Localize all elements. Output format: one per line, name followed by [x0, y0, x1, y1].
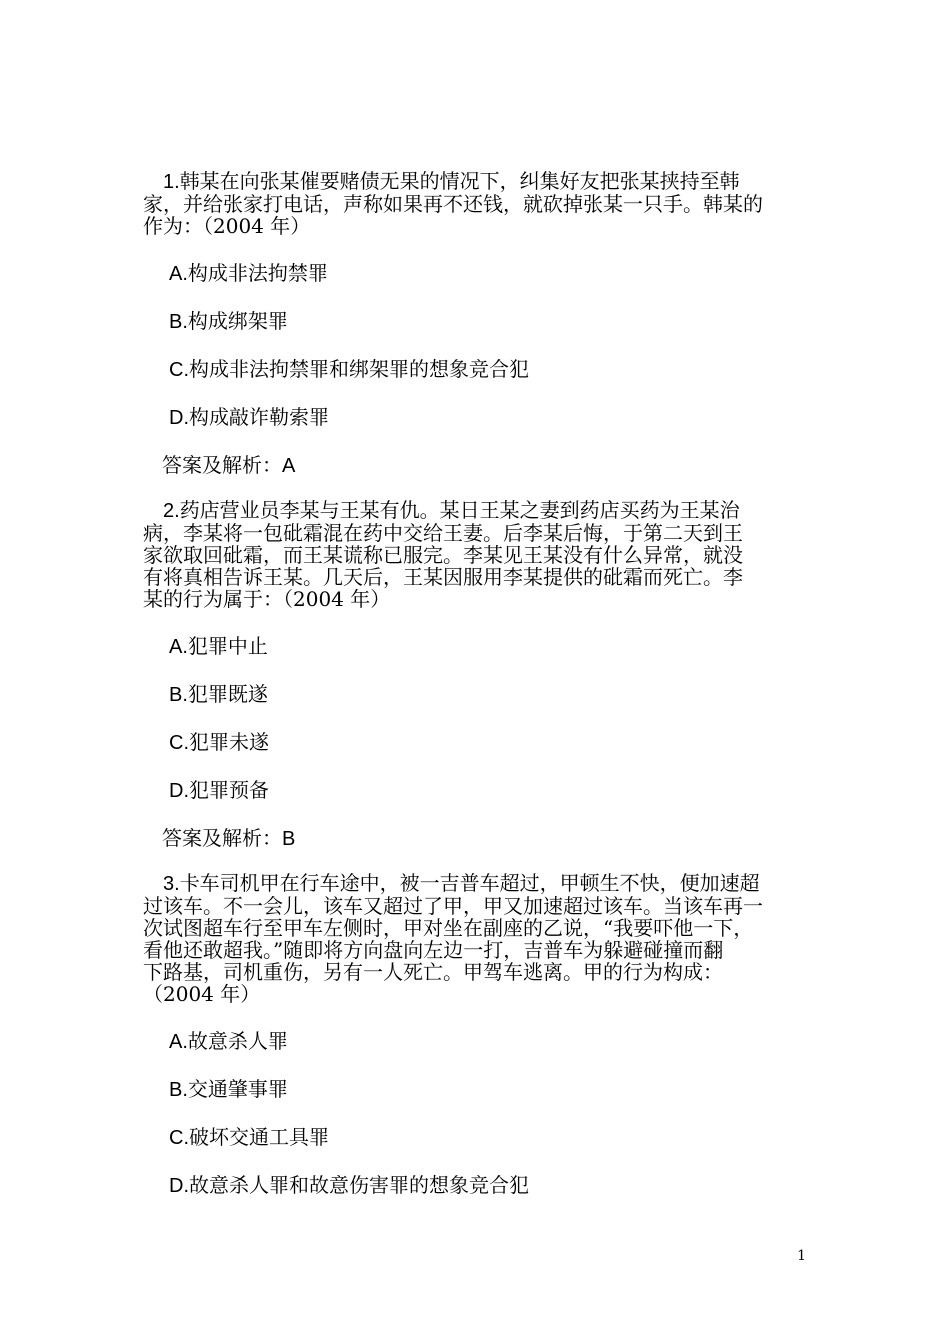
question-2-stem-line-4: 有将真相告诉王某。几天后，王某因服用李某提供的砒霜而死亡。李	[143, 565, 743, 589]
question-3-stem-line-2: 过该车。不一会儿，该车又超过了甲，甲又加速超过该车。当该车再一	[143, 894, 763, 918]
question-1-option-b	[143, 310, 813, 333]
question-2	[143, 499, 813, 850]
option-letter: A.	[169, 1031, 188, 1053]
answer-value: A	[282, 455, 296, 477]
question-3-option-c	[143, 1126, 813, 1149]
question-2-stem-line-3: 家欲取回砒霜，而王某谎称已服完。李某见王某没有什么异常，就没	[143, 543, 743, 567]
question-2-stem-line-1: 药店营业员李某与王某有仇。某日王某之妻到药店买药为王某治	[179, 498, 740, 522]
question-1-stem-line-3: 作为：（2004 年）	[143, 214, 311, 238]
question-3-option-a	[143, 1030, 813, 1053]
answer-value: B	[282, 828, 296, 850]
option-letter: A.	[169, 636, 188, 658]
question-1-stem-line-2: 家，并给张家打电话，声称如果再不还钱，就砍掉张某一只手。韩某的	[143, 192, 763, 216]
question-1-number: 1.	[163, 171, 180, 193]
question-1-stem	[143, 170, 813, 237]
option-letter: C.	[169, 732, 189, 754]
option-text: 构成非法拘禁罪	[187, 261, 328, 285]
question-3-stem-line-3: 次试图超车行至甲车左侧时，甲对坐在副座的乙说，“我要吓他一下，	[143, 916, 754, 940]
question-1-option-c	[143, 358, 813, 381]
option-text: 犯罪预备	[189, 778, 269, 802]
question-1-stem-line-1: 韩某在向张某催要赌债无果的情况下，纠集好友把张某挟持至韩	[179, 169, 740, 193]
option-letter: D.	[169, 407, 189, 429]
question-3-stem-line-5: 下路基，司机重伤，另有一人死亡。甲驾车逃离。甲的行为构成：	[143, 960, 723, 984]
question-3-stem-line-1: 卡车司机甲在行车途中，被一吉普车超过，甲顿生不快，便加速超	[179, 871, 760, 895]
option-text: 构成绑架罪	[187, 309, 288, 333]
question-1-answer	[143, 454, 813, 477]
option-text: 构成非法拘禁罪和绑架罪的想象竞合犯	[189, 357, 529, 381]
question-3	[143, 872, 813, 1197]
question-2-stem-line-5: 某的行为属于：（2004 年）	[143, 587, 391, 611]
document-content	[143, 170, 813, 1197]
answer-label: 答案及解析：	[162, 826, 282, 850]
question-3-number: 3.	[163, 873, 180, 895]
question-2-stem	[143, 499, 813, 610]
question-3-option-b	[143, 1078, 813, 1101]
question-2-stem-line-2: 病，李某将一包砒霜混在药中交给王妻。后李某后悔，于第二天到王	[143, 521, 743, 545]
question-3-option-d	[143, 1174, 813, 1197]
option-letter: B.	[169, 1079, 188, 1101]
option-letter: D.	[169, 780, 189, 802]
option-text: 故意杀人罪和故意伤害罪的想象竞合犯	[189, 1173, 529, 1197]
option-text: 故意杀人罪	[187, 1029, 288, 1053]
option-letter: B.	[169, 684, 188, 706]
question-2-option-d	[143, 779, 813, 802]
option-text: 犯罪未遂	[189, 730, 269, 754]
option-letter: C.	[169, 1127, 189, 1149]
question-2-answer	[143, 827, 813, 850]
question-2-option-c	[143, 731, 813, 754]
page-number: 1	[797, 1248, 806, 1264]
question-3-stem-line-4: 看他还敢超我。”随即将方向盘向左边一打，吉普车为躲避碰撞而翻	[143, 938, 724, 962]
option-letter: A.	[169, 263, 188, 285]
question-3-stem	[143, 872, 813, 1005]
option-letter: B.	[169, 311, 188, 333]
option-text: 犯罪既遂	[187, 682, 268, 706]
question-2-number: 2.	[163, 500, 180, 522]
option-text: 破坏交通工具罪	[189, 1125, 329, 1149]
option-text: 犯罪中止	[187, 634, 268, 658]
question-1-option-d	[143, 406, 813, 429]
option-letter: D.	[169, 1175, 189, 1197]
question-1-option-a	[143, 262, 813, 285]
question-2-option-a	[143, 635, 813, 658]
option-text: 构成敲诈勒索罪	[189, 405, 329, 429]
option-text: 交通肇事罪	[187, 1077, 288, 1101]
answer-label: 答案及解析：	[162, 453, 282, 477]
option-letter: C.	[169, 359, 189, 381]
question-2-option-b	[143, 683, 813, 706]
question-3-stem-line-6: （2004 年）	[143, 982, 261, 1006]
question-1	[143, 170, 813, 477]
